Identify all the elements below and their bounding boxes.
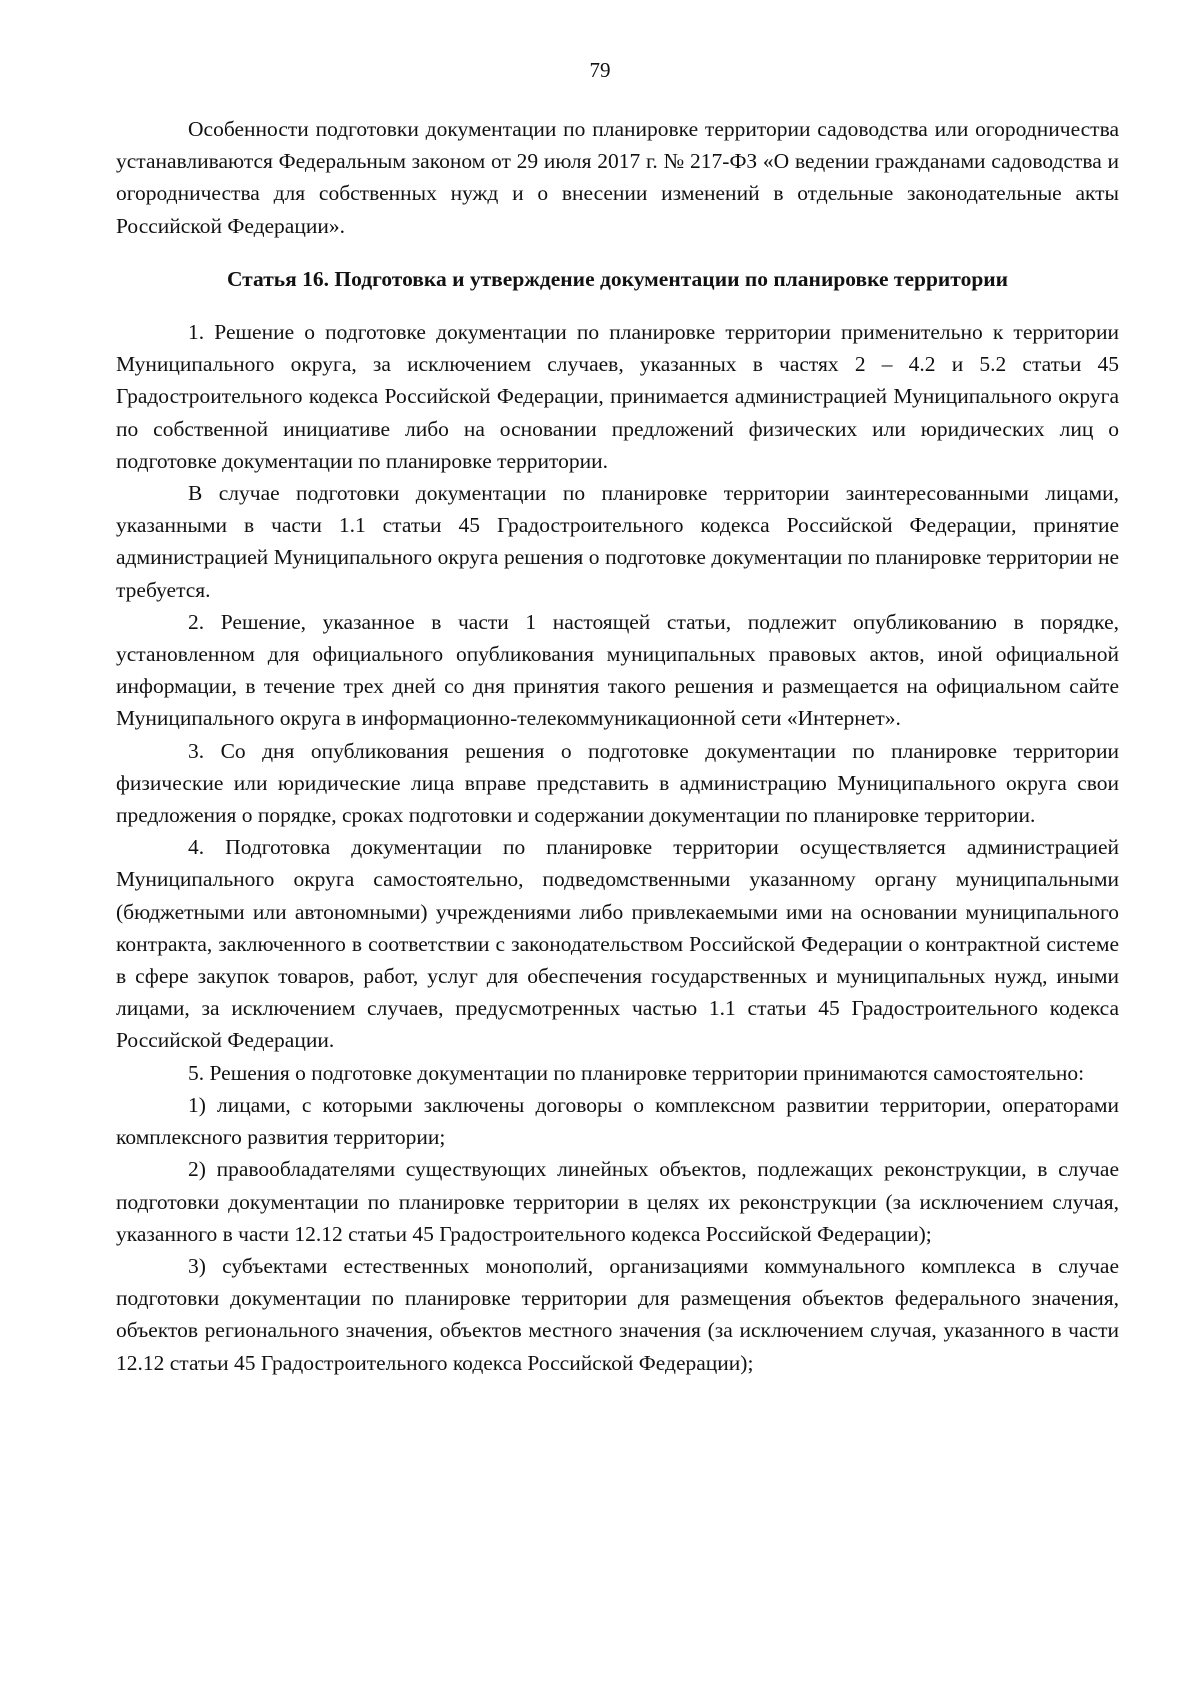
intro-paragraph: Особенности подготовки документации по планировке территории садоводства или огородничества устанавливаются Федеральным законом от 29 июля 2017 г. № 217-ФЗ «О ведении гражданами садоводства и огородничества для собственных нужд и о внесении изменений в отдельные законодательные акты Российской Федерации». — [116, 117, 1119, 238]
list-item-2: 2) правообладателями существующих линейных объектов, подлежащих реконструкции, в случае подготовки документации по планировке территории в целях их реконструкции (за исключением случая, указанного в части 12.12 статьи 45 Градостроительного кодекса Российской Федерации); — [116, 1157, 1119, 1246]
list-item-3: 3) субъектами естественных монополий, организациями коммунального комплекса в случае подготовки документации по планировке территории для размещения объектов федерального значения, объектов регионального значения, объектов местного значения (за исключением случая, указанного в части 12.12 статьи 45 Градостроительного кодекса Российской Федерации); — [116, 1253, 1119, 1375]
page-number: 79 — [589, 58, 611, 82]
list-item-1: 1) лицами, с которыми заключены договоры о комплексном развитии территории, операторами комплексного развития территории; — [116, 1092, 1119, 1150]
paragraph-part-2: 2. Решение, указанное в части 1 настоящей статьи, подлежит опубликованию в порядке, установленном для официального опубликования муниципальных правовых актов, иной официальной информации, в течение трех дней со дня принятия такого решения и размещается на официальном сайте Муниципального округа в информационно-телекоммуникационной сети «Интернет». — [116, 609, 1119, 731]
paragraph-part-5: 5. Решения о подготовке документации по планировке территории принимаются самостоятельно: — [188, 1060, 1085, 1085]
paragraph-part-1: 1. Решение о подготовке документации по планировке территории применительно к территории Муниципального округа, за исключением случаев, указанных в частях 2 – 4.2 и 5.2 статьи 45 Градостроительного кодекса Российской Федерации, принимается администрацией Муниципального округа по собственной инициативе либо на основании предложений физических или юридических лиц о подготовке документации по планировке территории. — [116, 320, 1119, 473]
document-body — [116, 113, 1119, 1379]
paragraph-part-3: 3. Со дня опубликования решения о подготовке документации по планировке территории физические или юридические лица вправе представить в администрацию Муниципального округа свои предложения о порядке, сроках подготовки и содержании документации по планировке территории. — [116, 738, 1119, 828]
article-heading: Статья 16. Подготовка и утверждение документации по планировке территории — [226, 266, 1009, 291]
paragraph-part-4: 4. Подготовка документации по планировке территории осуществляется администрацией Муниципального округа самостоятельно, подведомственными указанному органу муниципальными (бюджетными или автономными) учреждениями либо привлекаемыми ими на основании муниципального контракта, заключенного в соответствии с законодательством Российской Федерации о контрактной системе в сфере закупок товаров, работ, услуг для обеспечения государственных и муниципальных нужд, иными лицами, за исключением случаев, предусмотренных частью 1.1 статьи 45 Градостроительного кодекса Российской Федерации. — [116, 835, 1119, 1053]
paragraph-part-1-addition: В случае подготовки документации по планировке территории заинтересованными лицами, указанными в части 1.1 статьи 45 Градостроительного кодекса Российской Федерации, принятие администрацией Муниципального округа решения о подготовке документации по планировке территории не требуется. — [116, 481, 1119, 602]
